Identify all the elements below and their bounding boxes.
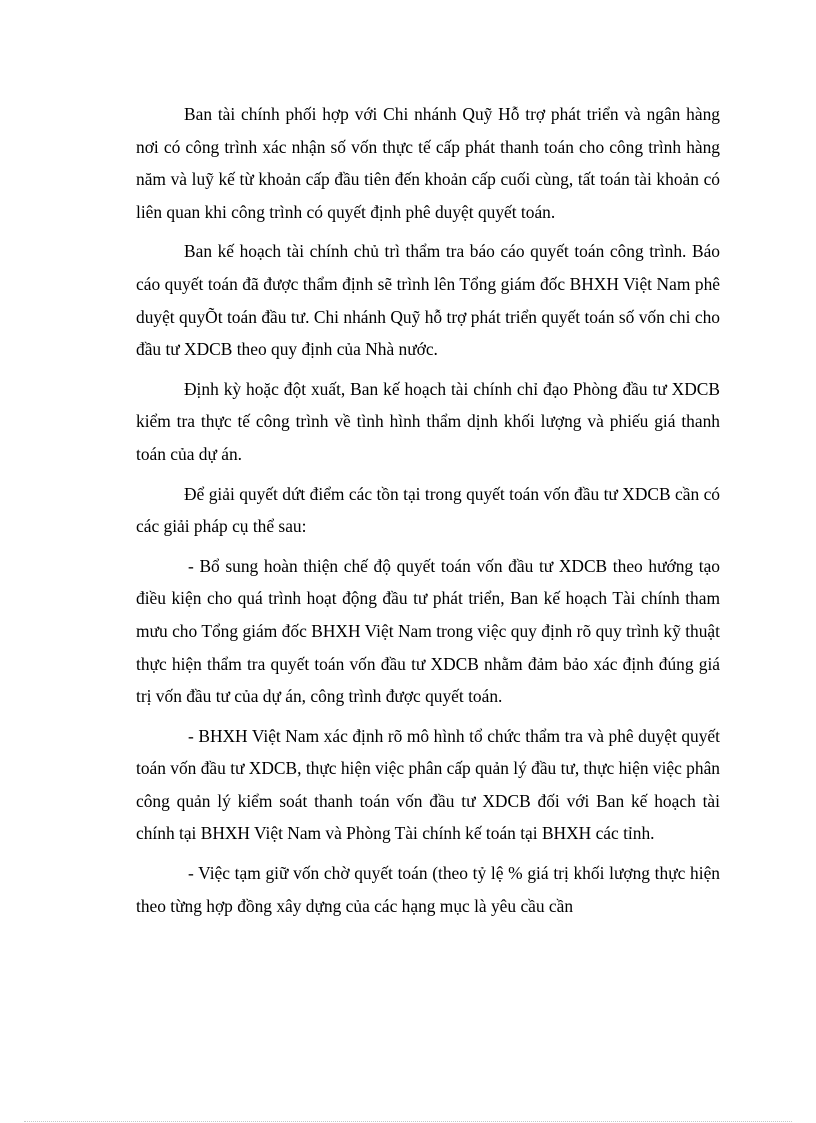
paragraph-solution-organization: - BHXH Việt Nam xác định rõ mô hình tổ chức thẩm tra và phê duyệt quyết toán vốn đầu tư XDCB, thực hiện việc phân cấp quản lý đầu tư, thực hiện việc phân công quản lý kiểm soát thanh toán vốn đầu tư XDCB đối với Ban kế hoạch tài chính tại BHXH Việt Nam và Phòng Tài chính kế toán tại BHXH các tỉnh. [136, 725, 720, 844]
paragraph-settlement-coordination: Ban tài chính phối hợp với Chi nhánh Quỹ Hỗ trợ phát triển và ngân hàng nơi có công trình xác nhận số vốn thực tế cấp phát thanh toán cho công trình hàng năm và luỹ kế từ khoản cấp đầu tiên đến khoản cấp cuối cùng, tất toán tài khoản có liên quan khi công trình có quyết định phê duyệt quyết toán. [136, 104, 720, 222]
page-bottom-divider [24, 1121, 792, 1122]
paragraph-solution-regulations: - Bổ sung hoàn thiện chế độ quyết toán vốn đầu tư XDCB theo hướng tạo điều kiện cho quá trình hoạt động đầu tư phát triển, Ban kế hoạch Tài chính tham mưu cho Tổng giám đốc BHXH Việt Nam trong việc quy định rõ quy trình kỹ thuật thực hiện thẩm tra quyết toán vốn đầu tư XDCB nhằm đảm bảo xác định đúng giá trị vốn đầu tư của dự án, công trình được quyết toán. [136, 555, 720, 707]
document-body [136, 98, 720, 929]
paragraph-solutions-intro: Để giải quyết dứt điểm các tồn tại trong quyết toán vốn đầu tư XDCB cần có các giải pháp cụ thể sau: [136, 483, 720, 537]
paragraph-settlement-review: Ban kế hoạch tài chính chủ trì thẩm tra báo cáo quyết toán công trình. Báo cáo quyết toán đã được thẩm định sẽ trình lên Tổng giám đốc BHXH Việt Nam phê duyệt quyÕt toán đầu tư. Chi nhánh Quỹ hỗ trợ phát triển quyết toán số vốn chi cho đầu tư XDCB theo quy định của Nhà nước. [136, 241, 720, 360]
paragraph-periodic-inspection: Định kỳ hoặc đột xuất, Ban kế hoạch tài chính chỉ đạo Phòng đầu tư XDCB kiểm tra thực tế công trình về tình hình thẩm dịnh khối lượng và phiếu giá thanh toán của dự án. [136, 378, 720, 464]
paragraph-solution-retention: - Việc tạm giữ vốn chờ quyết toán (theo tỷ lệ % giá trị khối lượng thực hiện theo từng hợp đồng xây dựng của các hạng mục là yêu cầu cần [136, 863, 720, 916]
